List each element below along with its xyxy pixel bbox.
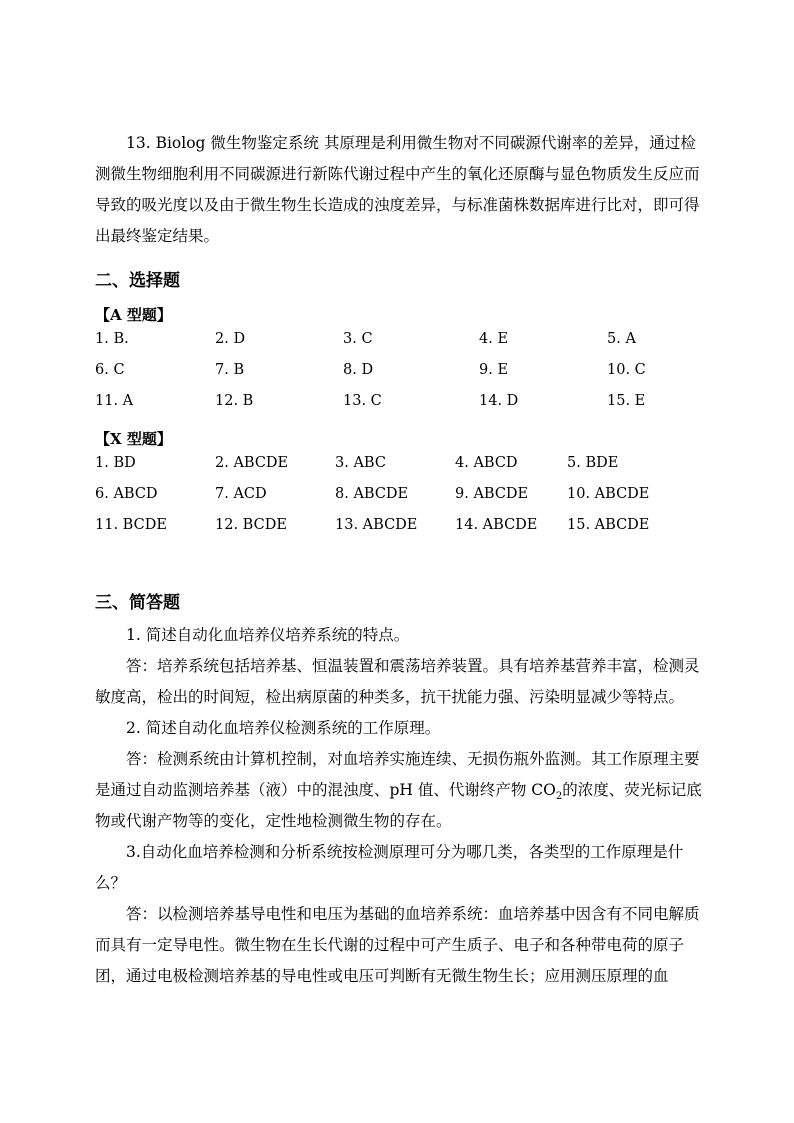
answer-cell: 14. D xyxy=(479,393,519,409)
co2-subscript: 2 xyxy=(555,791,563,803)
answer-cell: 11. BCDE xyxy=(95,517,167,533)
answer-cell: 1. B. xyxy=(95,331,129,347)
answer-cell: 9. ABCDE xyxy=(455,486,529,502)
answer-cell: 10. C xyxy=(607,362,646,378)
section-2-title: 二、选择题 xyxy=(95,271,180,291)
answer-cell: 13. C xyxy=(343,393,382,409)
answer-1: 答：培养系统包括培养基、恒温装置和震荡培养装置。具有培养基营养丰富，检测灵敏度高，检出的时间短，检出病原菌的种类多，抗干扰能力强、污染明显减少等特点。 xyxy=(95,657,700,706)
answer-cell: 12. B xyxy=(215,393,254,409)
answer-cell: 11. A xyxy=(95,393,134,409)
answer-cell: 12. BCDE xyxy=(215,517,287,533)
answer-cell: 4. ABCD xyxy=(455,455,518,471)
answer-cell: 6. C xyxy=(95,362,125,378)
answer-cell: 7. ACD xyxy=(215,486,267,502)
answer-cell: 4. E xyxy=(479,331,509,347)
answer-cell: 3. ABC xyxy=(335,455,386,471)
answer-cell: 10. ABCDE xyxy=(567,486,650,502)
answer-cell: 5. A xyxy=(607,331,636,347)
answer-cell: 3. C xyxy=(343,331,373,347)
answer-2-text-b: 的浓度、荧光标记底物或代谢产物等的变化，定性地检测微生物的存在。 xyxy=(95,781,702,830)
answer-3: 答：以检测培养基导电性和电压为基础的血培养系统：血培养基中因含有不同电解质而具有一定导电性。微生物在生长代谢的过程中可产生质子、电子和各种带电荷的原子团，通过电极检测培养基的导电性或电压可判断有无微生物生长；应用测压原理的血 xyxy=(95,905,700,985)
answer-cell: 9. E xyxy=(479,362,509,378)
answer-cell: 8. ABCDE xyxy=(335,486,409,502)
answer-cell: 2. D xyxy=(215,331,246,347)
x-type-title: 【X 型题】 xyxy=(95,430,172,448)
answer-cell: 8. D xyxy=(343,362,374,378)
answer-cell: 15. E xyxy=(607,393,646,409)
answer-cell: 15. ABCDE xyxy=(567,517,650,533)
question-2: 2. 简述自动化血培养仪检测系统的工作原理。 xyxy=(126,719,441,737)
answer-13-paragraph: 13. Biolog 微生物鉴定系统 其原理是利用微生物对不同碳源代谢率的差异，通过检测微生物细胞利用不同碳源进行新陈代谢过程中产生的氧化还原酶与显色物质发生反应而导致的吸光度以及由于微生物生长造成的浊度差异，与标准菌株数据库进行比对，即可得出最终鉴定结果。 xyxy=(95,134,700,245)
section-3-title: 三、简答题 xyxy=(95,593,180,613)
a-type-title: 【A 型题】 xyxy=(95,306,172,324)
answer-cell: 14. ABCDE xyxy=(455,517,538,533)
answer-cell: 1. BD xyxy=(95,455,136,471)
question-3: 3.自动化血培养检测和分析系统按检测原理可分为哪几类，各类型的工作原理是什么？ xyxy=(95,843,684,892)
answer-cell: 2. ABCDE xyxy=(215,455,289,471)
answer-cell: 13. ABCDE xyxy=(335,517,418,533)
answer-cell: 7. B xyxy=(215,362,245,378)
answer-cell: 5. BDE xyxy=(567,455,619,471)
answer-cell: 6. ABCD xyxy=(95,486,158,502)
answer-2-text-a: 答：检测系统由计算机控制，对血培养实施连续、无损伤瓶外监测。其工作原理主要是通过自动监测培养基（液）中的混浊度、pH 值、代谢终产物 CO xyxy=(95,750,700,799)
answer-2 xyxy=(95,744,705,837)
question-1: 1. 简述自动化血培养仪培养系统的特点。 xyxy=(126,626,410,644)
